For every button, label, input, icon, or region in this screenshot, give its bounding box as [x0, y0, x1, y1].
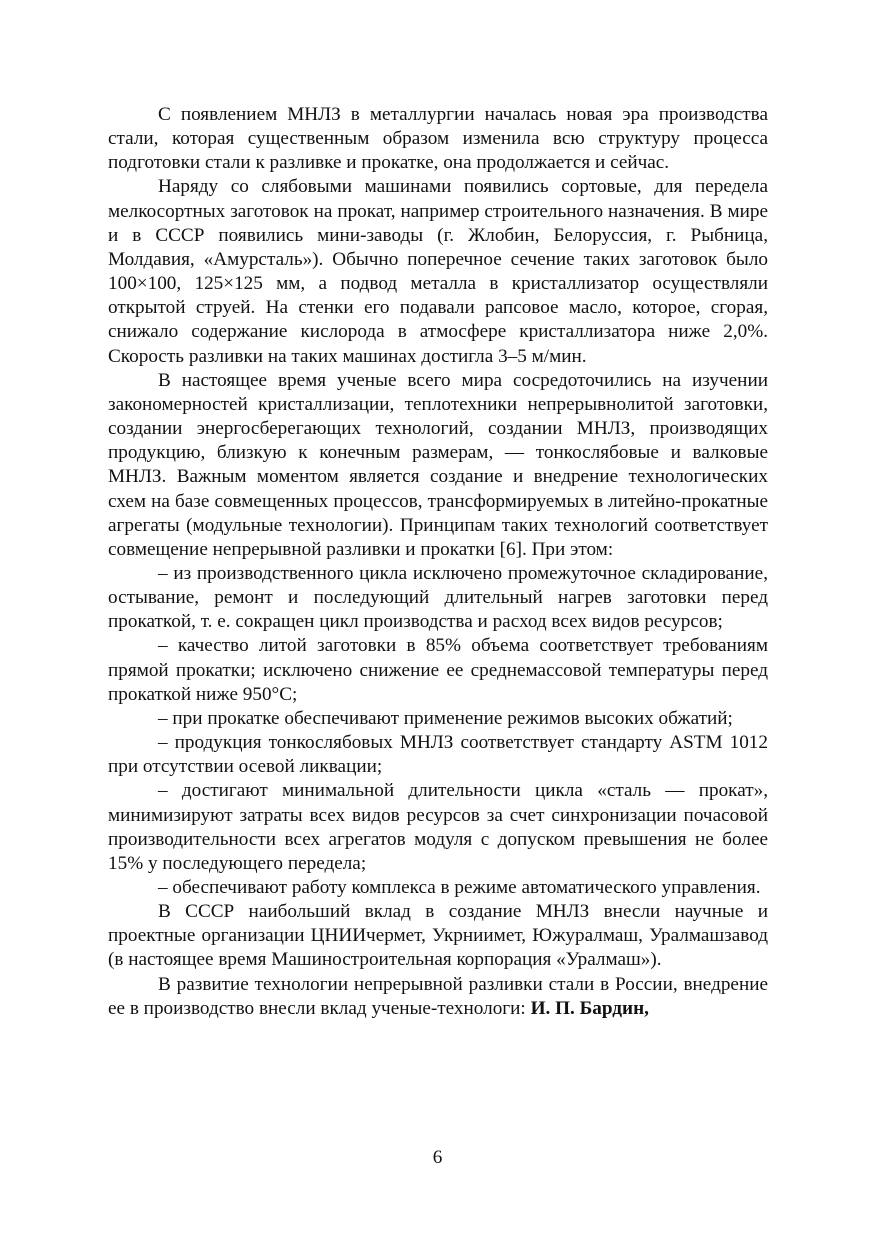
list-item-automation: – обеспечивают работу комплекса в режиме автоматического управления.: [158, 877, 761, 898]
page-number: 6: [432, 1147, 443, 1168]
document-body: [108, 103, 768, 1021]
list-item-duration: – достигают минимальной длительности цикла «сталь — прокат», минимизируют затраты всех видов ресурсов за счет синхронизации почасовой производительности всех агрегатов модуля с допуском превышения не более 15% у последующего передела;: [108, 780, 768, 874]
paragraph-russia-technologists: [108, 973, 768, 1021]
paragraph-sort-machines: Наряду со слябовыми машинами появились сортовые, для передела мелкосортных заготовок на прокат, например строительного назначения. В мире и в СССР появились мини-заводы (г. Жлобин, Белоруссия, г. Рыбница, Молдавия, «Амурсталь»). Обычно поперечное сечение таких заготовок было 100×100, 125×125 мм, а подвод металла в кристаллизатор осуществляли открытой струей. На стенки его подавали рапсовое масло, которое, сгорая, снижало содержание кислорода в атмосфере кристаллизатора ниже 2,0%. Скорость разливки на таких машинах достигла 3–5 м/мин.: [108, 176, 768, 367]
list-item-astm: – продукция тонкослябовых МНЛЗ соответствует стандарту ASTM 1012 при отсутствии осевой ликвации;: [108, 732, 768, 778]
paragraph-intro: С появлением МНЛЗ в металлургии началась новая эра производства стали, которая существенным образом изменила всю структуру процесса подготовки стали к разливке и прокатке, она продолжается и сейчас.: [108, 104, 768, 174]
paragraph-current-research: В настоящее время ученые всего мира сосредоточились на изучении закономерностей кристаллизации, теплотехники непрерывнолитой заготовки, создании энергосберегающих технологий, создании МНЛЗ, производящих продукцию, близкую к конечным размерам, — тонкослябовые и валковые МНЛЗ. Важным моментом является создание и внедрение технологических схем на базе совмещенных процессов, трансформируемых в литейно-прокатные агрегаты (модульные технологии). Принципам таких технологий соответствует совмещение непрерывной разливки и прокатки [6]. При этом:: [108, 369, 768, 560]
list-item-quality: – качество литой заготовки в 85% объема соответствует требованиям прямой прокатки; исключено снижение ее среднемассовой температуры перед прокаткой ниже 950°C;: [108, 635, 768, 705]
paragraph-russia-text: В развитие технологии непрерывной разливки стали в России, внедрение ее в производство внесли вклад ученые-технологи:: [108, 973, 768, 1019]
scientist-name: И. П. Бардин,: [530, 997, 649, 1019]
list-item-rolling: – при прокатке обеспечивают применение режимов высоких обжатий;: [158, 707, 733, 729]
paragraph-ussr-contribution: В СССР наибольший вклад в создание МНЛЗ внесли научные и проектные организации ЦНИИчермет, Укрниимет, Южуралмаш, Уралмашзавод (в настоящее время Машиностроительная корпорация «Уралмаш»).: [108, 901, 768, 971]
list-item-cycle: – из производственного цикла исключено промежуточное складирование, остывание, ремонт и последующий длительный нагрев заготовки перед прокаткой, т. е. сокращен цикл производства и расход всех видов ресурсов;: [108, 562, 768, 633]
